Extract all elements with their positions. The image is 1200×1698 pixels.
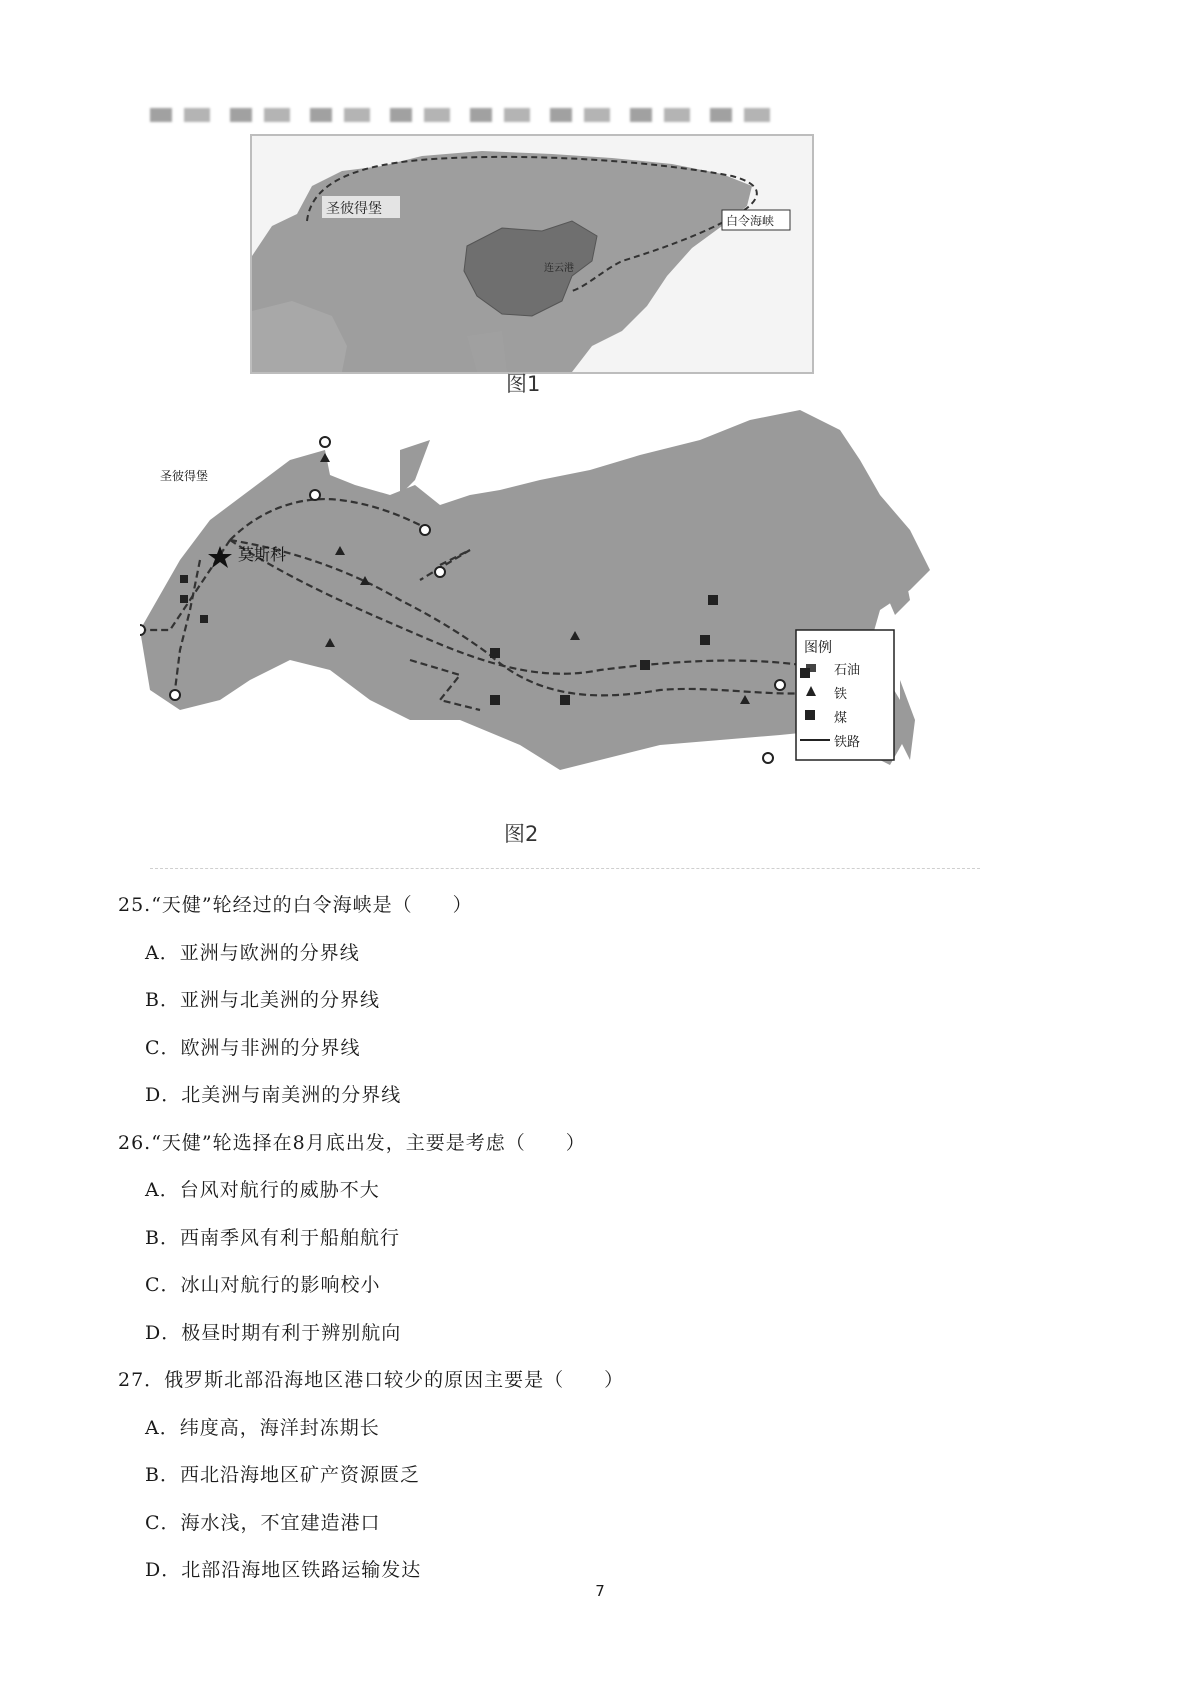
- question-25-option-c: C．欧洲与非洲的分界线: [145, 1037, 361, 1059]
- question-25-option-d: D．北美洲与南美洲的分界线: [145, 1084, 402, 1106]
- question-27-option-c: C．海水浅，不宜建造港口: [145, 1512, 381, 1534]
- eurasia-route-map: [252, 136, 812, 372]
- question-26-option-c: C．冰山对航行的影响校小: [145, 1274, 381, 1296]
- legend-item-railroad: 铁路: [834, 735, 861, 750]
- question-26-option-d: D．极昼时期有利于辨别航向: [145, 1322, 402, 1344]
- figure-2-map: [140, 400, 950, 840]
- legend-item-coal: 煤: [834, 711, 848, 726]
- figure-1-caption: 图1: [506, 372, 541, 396]
- label-moscow: 莫斯科: [238, 545, 287, 564]
- cropped-text-line: [150, 108, 790, 122]
- question-26-option-a: A．台风对航行的威胁不大: [145, 1179, 380, 1201]
- question-25-option-b: B．亚洲与北美洲的分界线: [145, 989, 380, 1011]
- question-26-stem: 26.“天健”轮选择在8月底出发，主要是考虑（ ）: [118, 1132, 586, 1154]
- label-bering-strait: 白令海峡: [726, 214, 775, 228]
- label-start-port: 连云港: [544, 263, 574, 274]
- question-27-option-d: D．北部沿海地区铁路运输发达: [145, 1559, 422, 1581]
- sakhalin-island: [900, 680, 915, 760]
- legend-item-oil: 石油: [834, 663, 861, 678]
- question-27-option-a: A．纬度高，海洋封冻期长: [145, 1417, 380, 1439]
- page-number: 7: [595, 1582, 605, 1600]
- question-27-option-b: B．西北沿海地区矿产资源匮乏: [145, 1464, 420, 1486]
- figure-1-map: [250, 134, 814, 374]
- label-st-petersburg-fig2: 圣彼得堡: [160, 469, 209, 483]
- section-divider: [150, 868, 980, 870]
- figure-2-caption: 图2: [504, 822, 539, 846]
- question-27-stem: 27．俄罗斯北部沿海地区港口较少的原因主要是（ ）: [118, 1369, 625, 1391]
- question-25-option-a: A．亚洲与欧洲的分界线: [145, 942, 360, 964]
- legend-item-iron: 铁: [834, 687, 848, 702]
- russia-resources-map: [140, 400, 950, 840]
- label-st-petersburg: 圣彼得堡: [326, 201, 382, 217]
- legend-title: 图例: [804, 640, 832, 656]
- question-25-stem: 25.“天健”轮经过的白令海峡是（ ）: [118, 894, 473, 916]
- question-26-option-b: B．西南季风有利于船舶航行: [145, 1227, 400, 1249]
